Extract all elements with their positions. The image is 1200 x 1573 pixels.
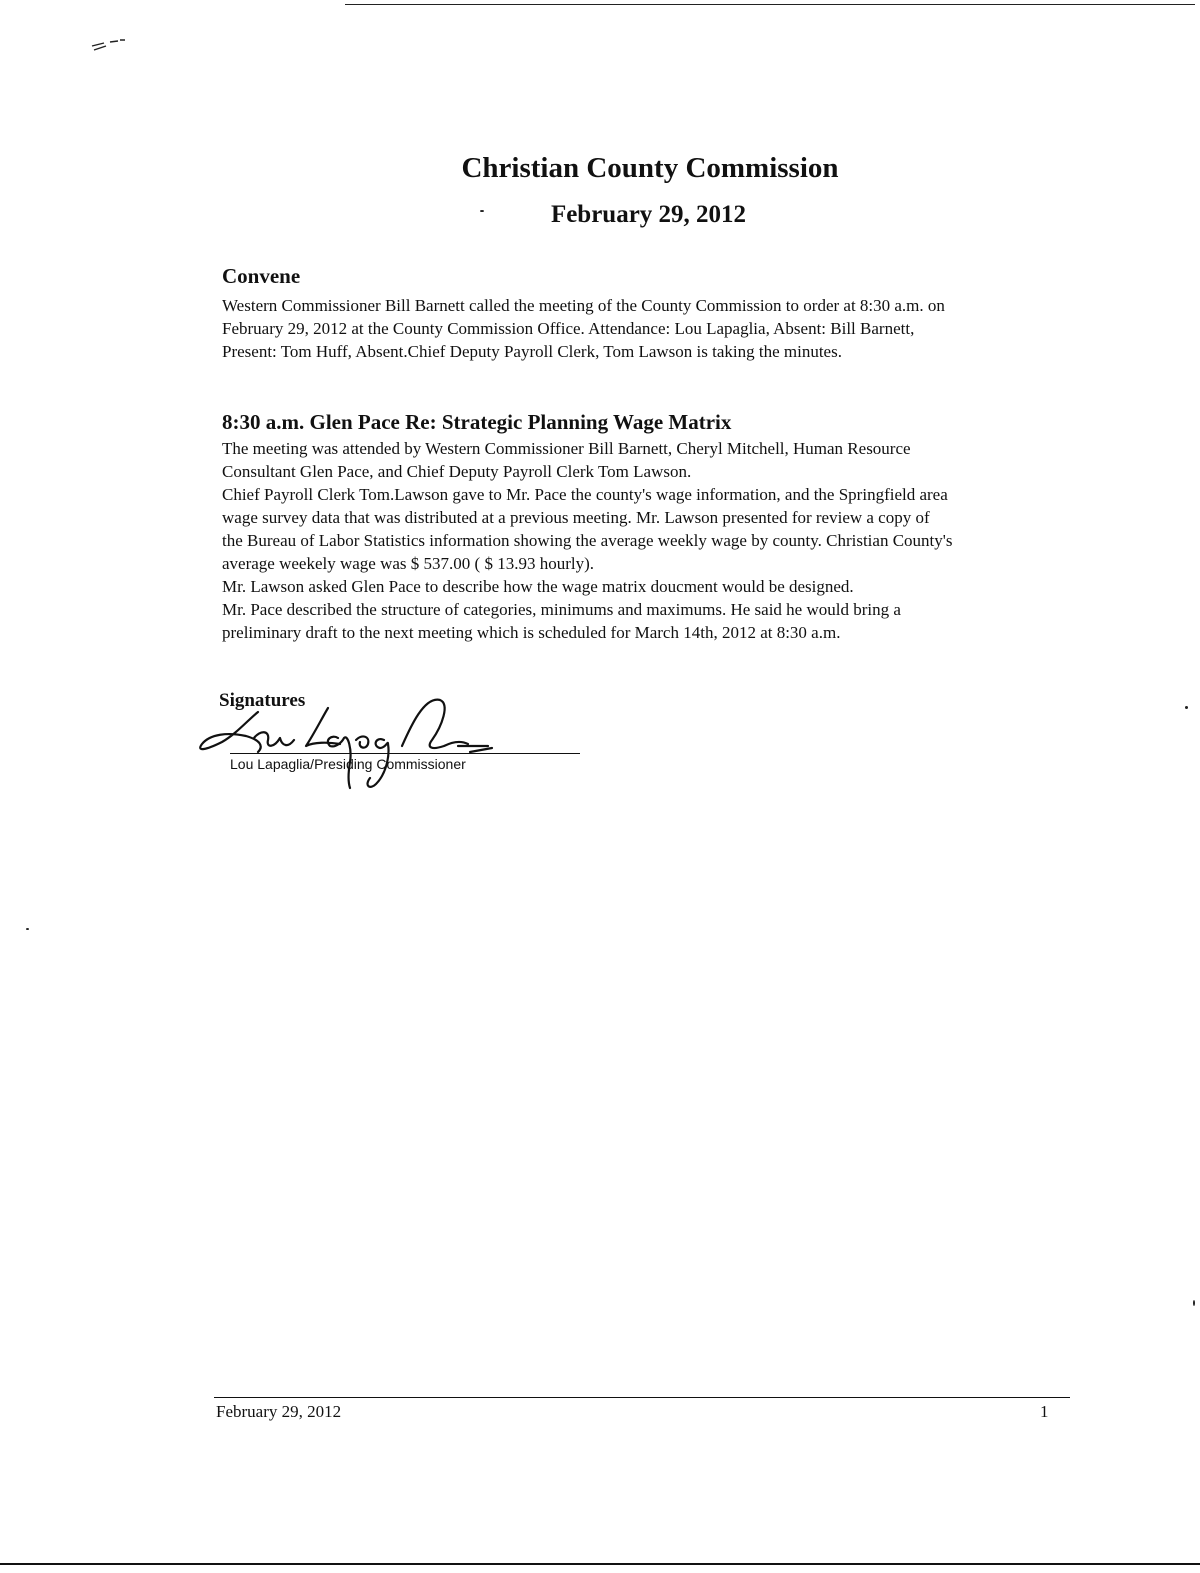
document-title: Christian County Commission xyxy=(461,152,839,184)
section-body-wage-matrix xyxy=(222,437,1082,644)
scan-speck xyxy=(480,210,484,212)
text-line: February 29, 2012 at the County Commission Office. Attendance: Lou Lapaglia, Absent: Bill Barnett, xyxy=(222,319,915,338)
scan-speck xyxy=(26,928,29,930)
text-line: Present: Tom Huff, Absent.Chief Deputy Payroll Clerk, Tom Lawson is taking the minutes. xyxy=(222,342,842,361)
signatures-heading: Signatures xyxy=(219,690,306,711)
text-line: wage survey data that was distributed at a previous meeting. Mr. Lawson presented for review a copy of xyxy=(222,508,930,527)
page-number: 1 xyxy=(1040,1402,1049,1421)
scan-speck xyxy=(1193,1300,1195,1306)
text-line: Western Commissioner Bill Barnett called the meeting of the County Commission to order at 8:30 a.m. on xyxy=(222,296,945,315)
document-date: February 29, 2012 xyxy=(550,201,747,228)
scan-speck xyxy=(1185,706,1188,709)
text-line: Consultant Glen Pace, and Chief Deputy Payroll Clerk Tom Lawson. xyxy=(222,462,692,481)
text-line: Mr. Lawson asked Glen Pace to describe how the wage matrix doucment would be designed. xyxy=(222,577,854,596)
footer-date: February 29, 2012 xyxy=(216,1402,342,1421)
text-line: preliminary draft to the next meeting which is scheduled for March 14th, 2012 at 8:30 a.m. xyxy=(222,623,841,642)
footer-rule xyxy=(214,1397,1070,1398)
scan-edge-top xyxy=(345,4,1195,5)
signature-caption: Lou Lapaglia/Presiding Commissioner xyxy=(230,756,466,772)
text-line: Chief Payroll Clerk Tom.Lawson gave to Mr. Pace the county's wage information, and the Springfield area xyxy=(222,485,948,504)
section-heading-wage-matrix: 8:30 a.m. Glen Pace Re: Strategic Planning Wage Matrix xyxy=(222,410,732,434)
handwritten-signature xyxy=(188,690,518,800)
scan-mark xyxy=(90,34,126,54)
section-heading-convene: Convene xyxy=(222,264,301,288)
scan-edge-bottom xyxy=(0,1563,1200,1565)
text-line: Mr. Pace described the structure of categories, minimums and maximums. He said he would bring a xyxy=(222,600,901,619)
text-line: average weekely wage was $ 537.00 ( $ 13.93 hourly). xyxy=(222,554,594,573)
section-body-convene xyxy=(222,294,1082,363)
text-line: The meeting was attended by Western Commissioner Bill Barnett, Cheryl Mitchell, Human Resource xyxy=(222,439,911,458)
text-line: the Bureau of Labor Statistics information showing the average weekly wage by county. Christian County's xyxy=(222,531,953,550)
